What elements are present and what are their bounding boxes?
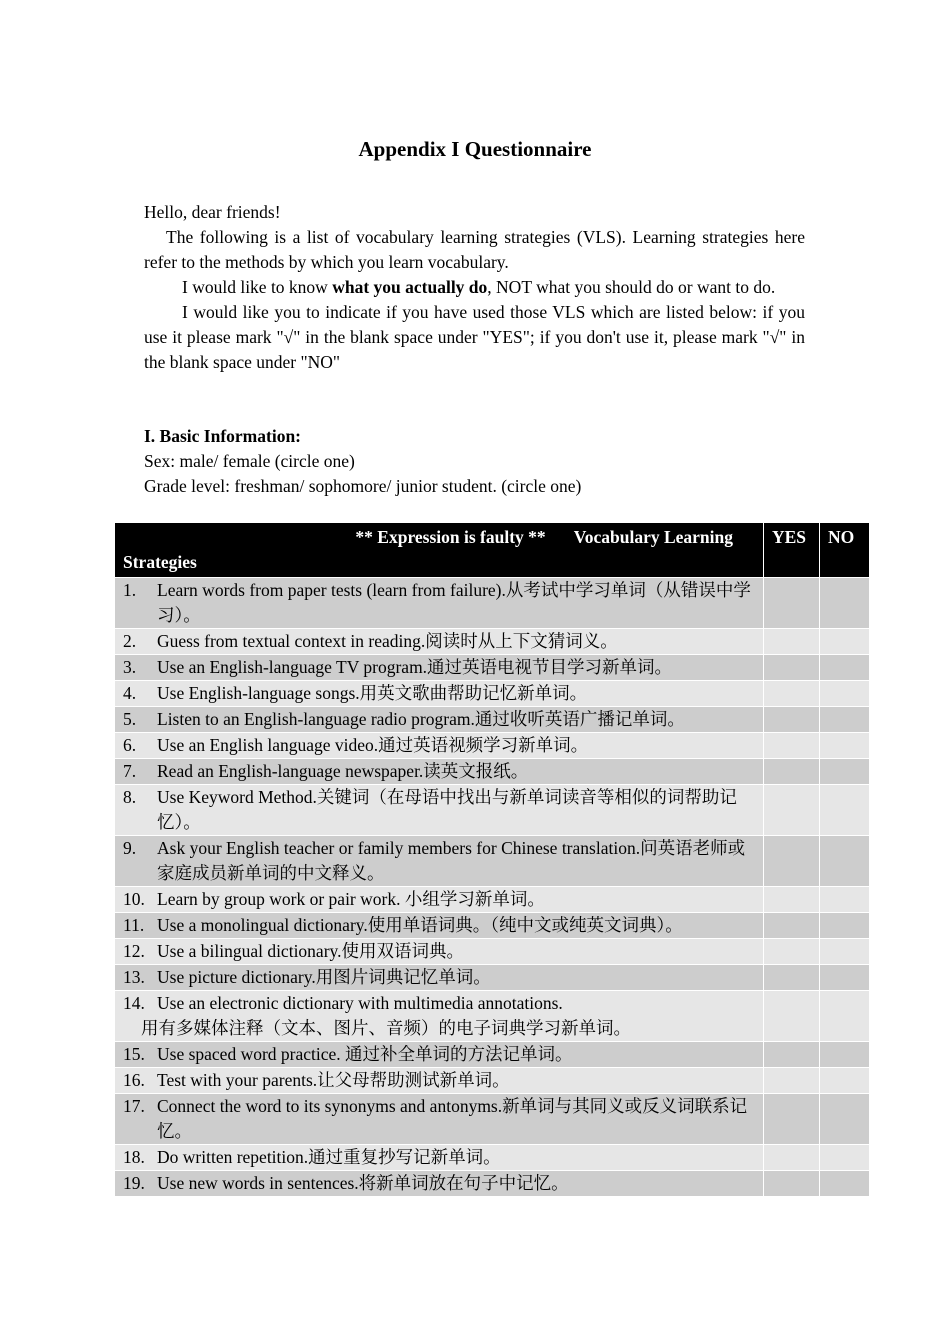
yes-answer-cell[interactable] — [764, 1171, 820, 1197]
header-strategies-text: Strategies — [123, 552, 197, 572]
no-answer-cell[interactable] — [820, 965, 870, 991]
strategy-item — [123, 836, 755, 886]
no-answer-cell[interactable] — [820, 1171, 870, 1197]
strategy-number: 7. — [123, 761, 137, 781]
yes-answer-cell[interactable] — [764, 965, 820, 991]
intro-paragraph-3: I would like you to indicate if you have used those VLS which are listed below: if you use it please mark "√" in the blank space under "YES"; if you don't use it, please mark "√" in the blank space under "NO" — [144, 302, 805, 372]
no-answer-cell[interactable] — [820, 1042, 870, 1068]
strategy-text: Use English-language songs.用英文歌曲帮助记忆新单词。 — [157, 683, 588, 703]
yes-answer-cell[interactable] — [764, 707, 820, 733]
table-row — [115, 887, 870, 913]
yes-answer-cell[interactable] — [764, 681, 820, 707]
table-row — [115, 1042, 870, 1068]
no-answer-cell[interactable] — [820, 681, 870, 707]
strategy-number: 11. — [123, 915, 145, 935]
strategy-item — [123, 1145, 755, 1170]
strategy-text: Do written repetition.通过重复抄写记新单词。 — [157, 1147, 501, 1167]
header-error-text: ** Expression is faulty ** — [355, 527, 546, 547]
table-row — [115, 1094, 870, 1145]
strategy-cell — [115, 733, 764, 759]
strategy-item — [123, 759, 755, 784]
yes-answer-cell[interactable] — [764, 629, 820, 655]
grade-line: Grade level: freshman/ sophomore/ junior student. (circle one) — [144, 476, 582, 496]
strategy-text: Use a bilingual dictionary.使用双语词典。 — [157, 941, 465, 961]
strategy-item — [123, 629, 755, 654]
strategy-number: 3. — [123, 657, 137, 677]
strategy-text: Learn by group work or pair work. 小组学习新单词。 — [157, 889, 545, 909]
table-row — [115, 733, 870, 759]
table-row — [115, 681, 870, 707]
yes-answer-cell[interactable] — [764, 836, 820, 887]
strategy-number: 14. — [123, 993, 145, 1013]
strategy-number: 8. — [123, 787, 137, 807]
strategy-number: 19. — [123, 1173, 145, 1193]
strategy-cell — [115, 991, 764, 1042]
table-row — [115, 785, 870, 836]
yes-answer-cell[interactable] — [764, 887, 820, 913]
table-row — [115, 1068, 870, 1094]
strategy-number: 17. — [123, 1096, 145, 1116]
strategy-number: 15. — [123, 1044, 145, 1064]
strategy-cell — [115, 1171, 764, 1197]
strategy-text: Connect the word to its synonyms and antonyms.新单词与其同义或反义词联系记忆。 — [157, 1096, 748, 1141]
yes-answer-cell[interactable] — [764, 1042, 820, 1068]
strategy-cell — [115, 655, 764, 681]
table-row — [115, 707, 870, 733]
no-answer-cell[interactable] — [820, 836, 870, 887]
yes-answer-cell[interactable] — [764, 1145, 820, 1171]
strategy-item — [123, 1171, 755, 1196]
strategy-text: Use an English-language TV program.通过英语电视节目学习新单词。 — [157, 657, 673, 677]
yes-answer-cell[interactable] — [764, 785, 820, 836]
strategy-item — [123, 1068, 755, 1093]
strategy-cell — [115, 965, 764, 991]
basic-info-heading: I. Basic Information: — [144, 426, 302, 446]
strategy-text: Listen to an English-language radio program.通过收听英语广播记单词。 — [157, 709, 685, 729]
strategy-item — [123, 991, 755, 1016]
table-row — [115, 578, 870, 629]
no-answer-cell[interactable] — [820, 913, 870, 939]
table-row — [115, 759, 870, 785]
no-answer-cell[interactable] — [820, 1094, 870, 1145]
no-answer-cell[interactable] — [820, 1068, 870, 1094]
strategy-cell — [115, 939, 764, 965]
header-no: NO — [820, 523, 870, 578]
page-title: Appendix I Questionnaire — [358, 137, 592, 161]
no-answer-cell[interactable] — [820, 733, 870, 759]
strategy-number: 4. — [123, 683, 137, 703]
header-strategies — [115, 523, 764, 578]
table-row — [115, 965, 870, 991]
greeting: Hello, dear friends! — [144, 202, 281, 222]
strategy-item — [123, 1094, 755, 1144]
strategy-text: Ask your English teacher or family members for Chinese translation.问英语老师或家庭成员新单词的中文释义。 — [157, 838, 746, 883]
strategy-item — [123, 578, 755, 628]
strategy-text: Use picture dictionary.用图片词典记忆单词。 — [157, 967, 491, 987]
no-answer-cell[interactable] — [820, 629, 870, 655]
strategy-item — [123, 785, 755, 835]
no-answer-cell[interactable] — [820, 785, 870, 836]
yes-answer-cell[interactable] — [764, 1094, 820, 1145]
strategy-text: Use Keyword Method.关键词（在母语中找出与新单词读音等相似的词帮助记忆）。 — [157, 787, 737, 832]
strategy-cell — [115, 629, 764, 655]
strategy-item — [123, 939, 755, 964]
yes-answer-cell[interactable] — [764, 939, 820, 965]
strategy-cell — [115, 887, 764, 913]
strategy-cell — [115, 785, 764, 836]
no-answer-cell[interactable] — [820, 759, 870, 785]
strategy-number: 16. — [123, 1070, 145, 1090]
strategy-item — [123, 1042, 755, 1067]
yes-answer-cell[interactable] — [764, 759, 820, 785]
strategy-text: Test with your parents.让父母帮助测试新单词。 — [157, 1070, 510, 1090]
strategy-cell — [115, 707, 764, 733]
strategy-cell — [115, 913, 764, 939]
strategy-text: Use a monolingual dictionary.使用单语词典。（纯中文或纯英文词典）。 — [157, 915, 683, 935]
strategy-number: 9. — [123, 838, 137, 858]
no-answer-cell[interactable] — [820, 887, 870, 913]
no-answer-cell[interactable] — [820, 939, 870, 965]
strategy-item — [123, 965, 755, 990]
strategy-item — [123, 681, 755, 706]
table-row — [115, 836, 870, 887]
strategy-item — [123, 733, 755, 758]
strategy-number: 1. — [123, 580, 137, 600]
strategy-cell — [115, 578, 764, 629]
strategy-text: Use an electronic dictionary with multimedia annotations. — [157, 993, 563, 1013]
strategy-text: Guess from textual context in reading.阅读时从上下文猜词义。 — [157, 631, 618, 651]
intro-paragraph-1: The following is a list of vocabulary learning strategies (VLS). Learning strategies here refer to the methods by which you learn vocabulary. — [144, 227, 805, 272]
intro-p2-bold: what you actually do — [332, 277, 488, 297]
intro-p2-pre: I would like to know — [182, 277, 333, 297]
strategy-text: Use new words in sentences.将新单词放在句子中记忆。 — [157, 1173, 569, 1193]
strategy-number: 10. — [123, 889, 145, 909]
strategy-item — [123, 655, 755, 680]
yes-answer-cell[interactable] — [764, 655, 820, 681]
strategy-number: 2. — [123, 631, 137, 651]
strategy-text: Use an English language video.通过英语视频学习新单词。 — [157, 735, 589, 755]
yes-answer-cell[interactable] — [764, 913, 820, 939]
header-vocab-text: Vocabulary Learning — [573, 527, 733, 547]
yes-answer-cell[interactable] — [764, 733, 820, 759]
strategy-number: 18. — [123, 1147, 145, 1167]
strategy-cell — [115, 681, 764, 707]
table-row — [115, 991, 870, 1042]
strategy-item — [123, 887, 755, 912]
strategy-cell — [115, 1094, 764, 1145]
no-answer-cell[interactable] — [820, 1145, 870, 1171]
table-row — [115, 655, 870, 681]
strategy-subtext: 用有多媒体注释（文本、图片、音频）的电子词典学习新单词。 — [141, 1018, 631, 1038]
strategy-item — [123, 913, 755, 938]
header-yes: YES — [764, 523, 820, 578]
strategy-number: 5. — [123, 709, 137, 729]
strategy-number: 13. — [123, 967, 145, 987]
table-row — [115, 1171, 870, 1197]
no-answer-cell[interactable] — [820, 655, 870, 681]
yes-answer-cell[interactable] — [764, 991, 820, 1042]
intro-p2-post: , NOT what you should do or want to do. — [487, 277, 776, 297]
table-row — [115, 913, 870, 939]
basic-information-section — [144, 424, 805, 499]
table-header-row — [115, 523, 870, 578]
vls-table — [114, 522, 870, 1197]
strategy-text: Learn words from paper tests (learn from failure).从考试中学习单词（从错误中学习）。 — [157, 580, 751, 625]
strategy-cell — [115, 1145, 764, 1171]
no-answer-cell[interactable] — [820, 991, 870, 1042]
table-row — [115, 1145, 870, 1171]
strategy-text: Read an English-language newspaper.读英文报纸。 — [157, 761, 529, 781]
no-answer-cell[interactable] — [820, 707, 870, 733]
intro-paragraph-2 — [144, 275, 805, 300]
strategy-cell — [115, 836, 764, 887]
strategy-cell — [115, 759, 764, 785]
table-row — [115, 939, 870, 965]
sex-line: Sex: male/ female (circle one) — [144, 451, 355, 471]
strategy-text: Use spaced word practice. 通过补全单词的方法记单词。 — [157, 1044, 573, 1064]
strategy-cell — [115, 1042, 764, 1068]
yes-answer-cell[interactable] — [764, 1068, 820, 1094]
strategy-cell — [115, 1068, 764, 1094]
strategy-number: 12. — [123, 941, 145, 961]
yes-answer-cell[interactable] — [764, 578, 820, 629]
strategy-number: 6. — [123, 735, 137, 755]
intro-section — [144, 200, 805, 375]
table-row — [115, 629, 870, 655]
no-answer-cell[interactable] — [820, 578, 870, 629]
strategy-item — [123, 707, 755, 732]
